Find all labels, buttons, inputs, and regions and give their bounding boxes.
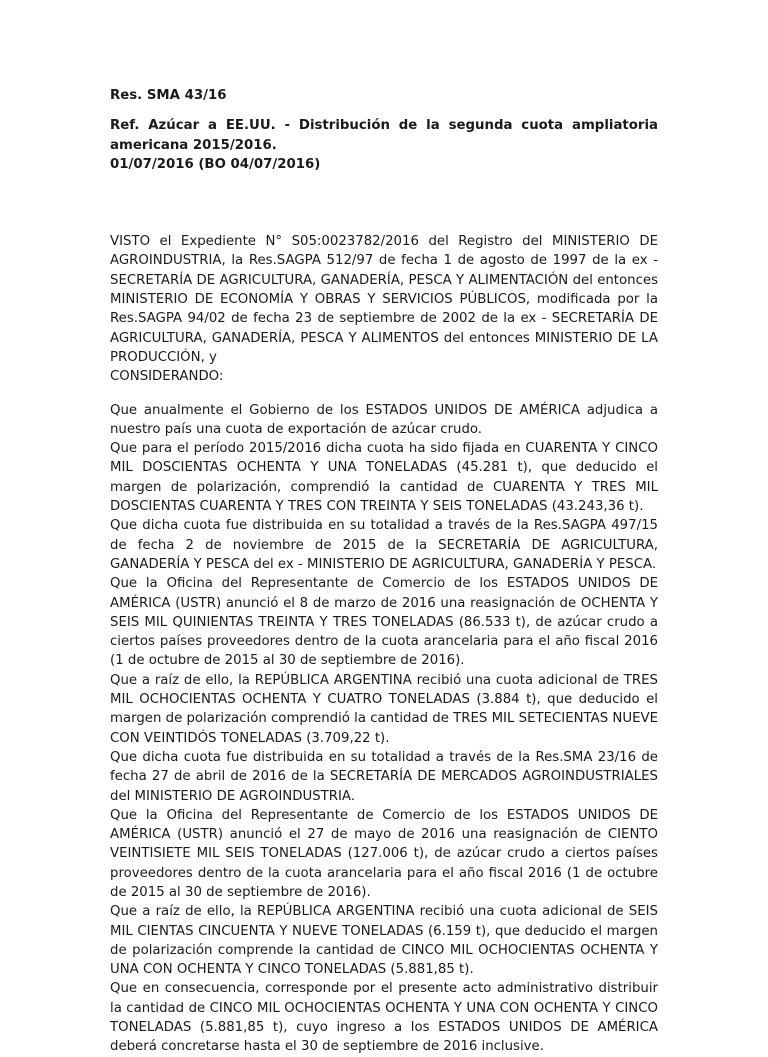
reference-title: Ref. Azúcar a EE.UU. - Distribución de la segunda cuota ampliatoria americana 2015/2016.: [110, 118, 658, 153]
considerando-item: Que en consecuencia, corresponde por el presente acto administrativo distribuir la cantidad de CINCO MIL OCHOCIENTAS OCHENTA Y UNA CON OCHENTA Y CINCO TONELADAS (5.881,85 t), cuyo ingreso a los ESTADOS UNIDOS DE AMÉRICA deberá concretarse hasta el 30 de septiembre de 2016 inclusive.: [110, 981, 658, 1055]
considerando-item: Que anualmente el Gobierno de los ESTADOS UNIDOS DE AMÉRICA adjudica a nuestro país una cuota de exportación de azúcar crudo.: [110, 402, 658, 437]
considerando-item: Que a raíz de ello, la REPÚBLICA ARGENTINA recibió una cuota adicional de TRES MIL OCHOCIENTAS OCHENTA Y CUATRO TONELADAS (3.884 t), que deducido el margen de polarización comprendió la cantidad de TRES MIL SETECIENTAS NUEVE CON VEINTIDÓS TONELADAS (3.709,22 t).: [110, 672, 658, 746]
spacer: [110, 387, 658, 401]
considerando-label: CONSIDERANDO:: [110, 369, 224, 385]
considerando-item: Que a raíz de ello, la REPÚBLICA ARGENTINA recibió una cuota adicional de SEIS MIL CIENTAS CINCUENTA Y NUEVE TONELADAS (6.159 t), que deducido el margen de polarización comprende la cantidad de CINCO MIL OCHOCIENTAS OCHENTA Y UNA CON OCHENTA Y CINCO TONELADAS (5.881,85 t).: [110, 904, 658, 978]
document-header: [110, 116, 658, 174]
considerando-item: Que para el período 2015/2016 dicha cuota ha sido fijada en CUARENTA Y CINCO MIL DOSCIENTAS OCHENTA Y UNA TONELADAS (45.281 t), que deducido el margen de polarización, comprendió la cantidad de CUARENTA Y TRES MIL DOSCIENTAS CUARENTA Y TRES CON TREINTA Y SEIS TONELADAS (43.243,36 t).: [110, 441, 658, 515]
document-page: [110, 86, 658, 1057]
spacer: [110, 174, 658, 232]
considerando-item: Que dicha cuota fue distribuida en su totalidad a través de la Res.SMA 23/16 de fecha 27 de abril de 2016 de la SECRETARÍA DE MERCADOS AGROINDUSTRIALES del MINISTERIO DE AGROINDUSTRIA.: [110, 749, 658, 804]
considerando-item: Que dicha cuota fue distribuida en su totalidad a través de la Res.SAGPA 497/15 de fecha 2 de noviembre de 2015 de la SECRETARÍA DE AGRICULTURA, GANADERÍA Y PESCA del ex - MINISTERIO DE AGRICULTURA, GANADERÍA Y PESCA.: [110, 518, 658, 572]
considerando-item: Que la Oficina del Representante de Comercio de los ESTADOS UNIDOS DE AMÉRICA (USTR) anunció el 8 de marzo de 2016 una reasignación de OCHENTA Y SEIS MIL QUINIENTAS TREINTA Y TRES TONELADAS (86.533 t), de azúcar crudo a ciertos países proveedores dentro de la cuota arancelaria para el año fiscal 2016 (1 de octubre de 2015 al 30 de septiembre de 2016).: [110, 576, 658, 669]
considerandos-list: [110, 401, 658, 1057]
visto-paragraph: VISTO el Expediente N° S05:0023782/2016 del Registro del MINISTERIO DE AGROINDUSTRIA, la Res.SAGPA 512/97 de fecha 1 de agosto de 1997 de la ex - SECRETARÍA DE AGRICULTURA, GANADERÍA, PESCA Y ALIMENTACIÓN del entonces MINISTERIO DE ECONOMÍA Y OBRAS Y SERVICIOS PÚBLICOS, modificada por la Res.SAGPA 94/02 de fecha 23 de septiembre de 2002 de la ex - SECRETARÍA DE AGRICULTURA, GANADERÍA, PESCA Y ALIMENTOS del entonces MINISTERIO DE LA PRODUCCIÓN, y: [110, 234, 658, 365]
considerando-item: Que la Oficina del Representante de Comercio de los ESTADOS UNIDOS DE AMÉRICA (USTR) anunció el 27 de mayo de 2016 una reasignación de CIENTO VEINTISIETE MIL SEIS TONELADAS (127.006 t), de azúcar crudo a ciertos países proveedores dentro de la cuota arancelaria para el año fiscal 2016 (1 de octubre de 2015 al 30 de septiembre de 2016).: [110, 807, 658, 900]
date-line: 01/07/2016 (BO 04/07/2016): [110, 156, 321, 172]
resolution-number: Res. SMA 43/16: [110, 88, 227, 103]
